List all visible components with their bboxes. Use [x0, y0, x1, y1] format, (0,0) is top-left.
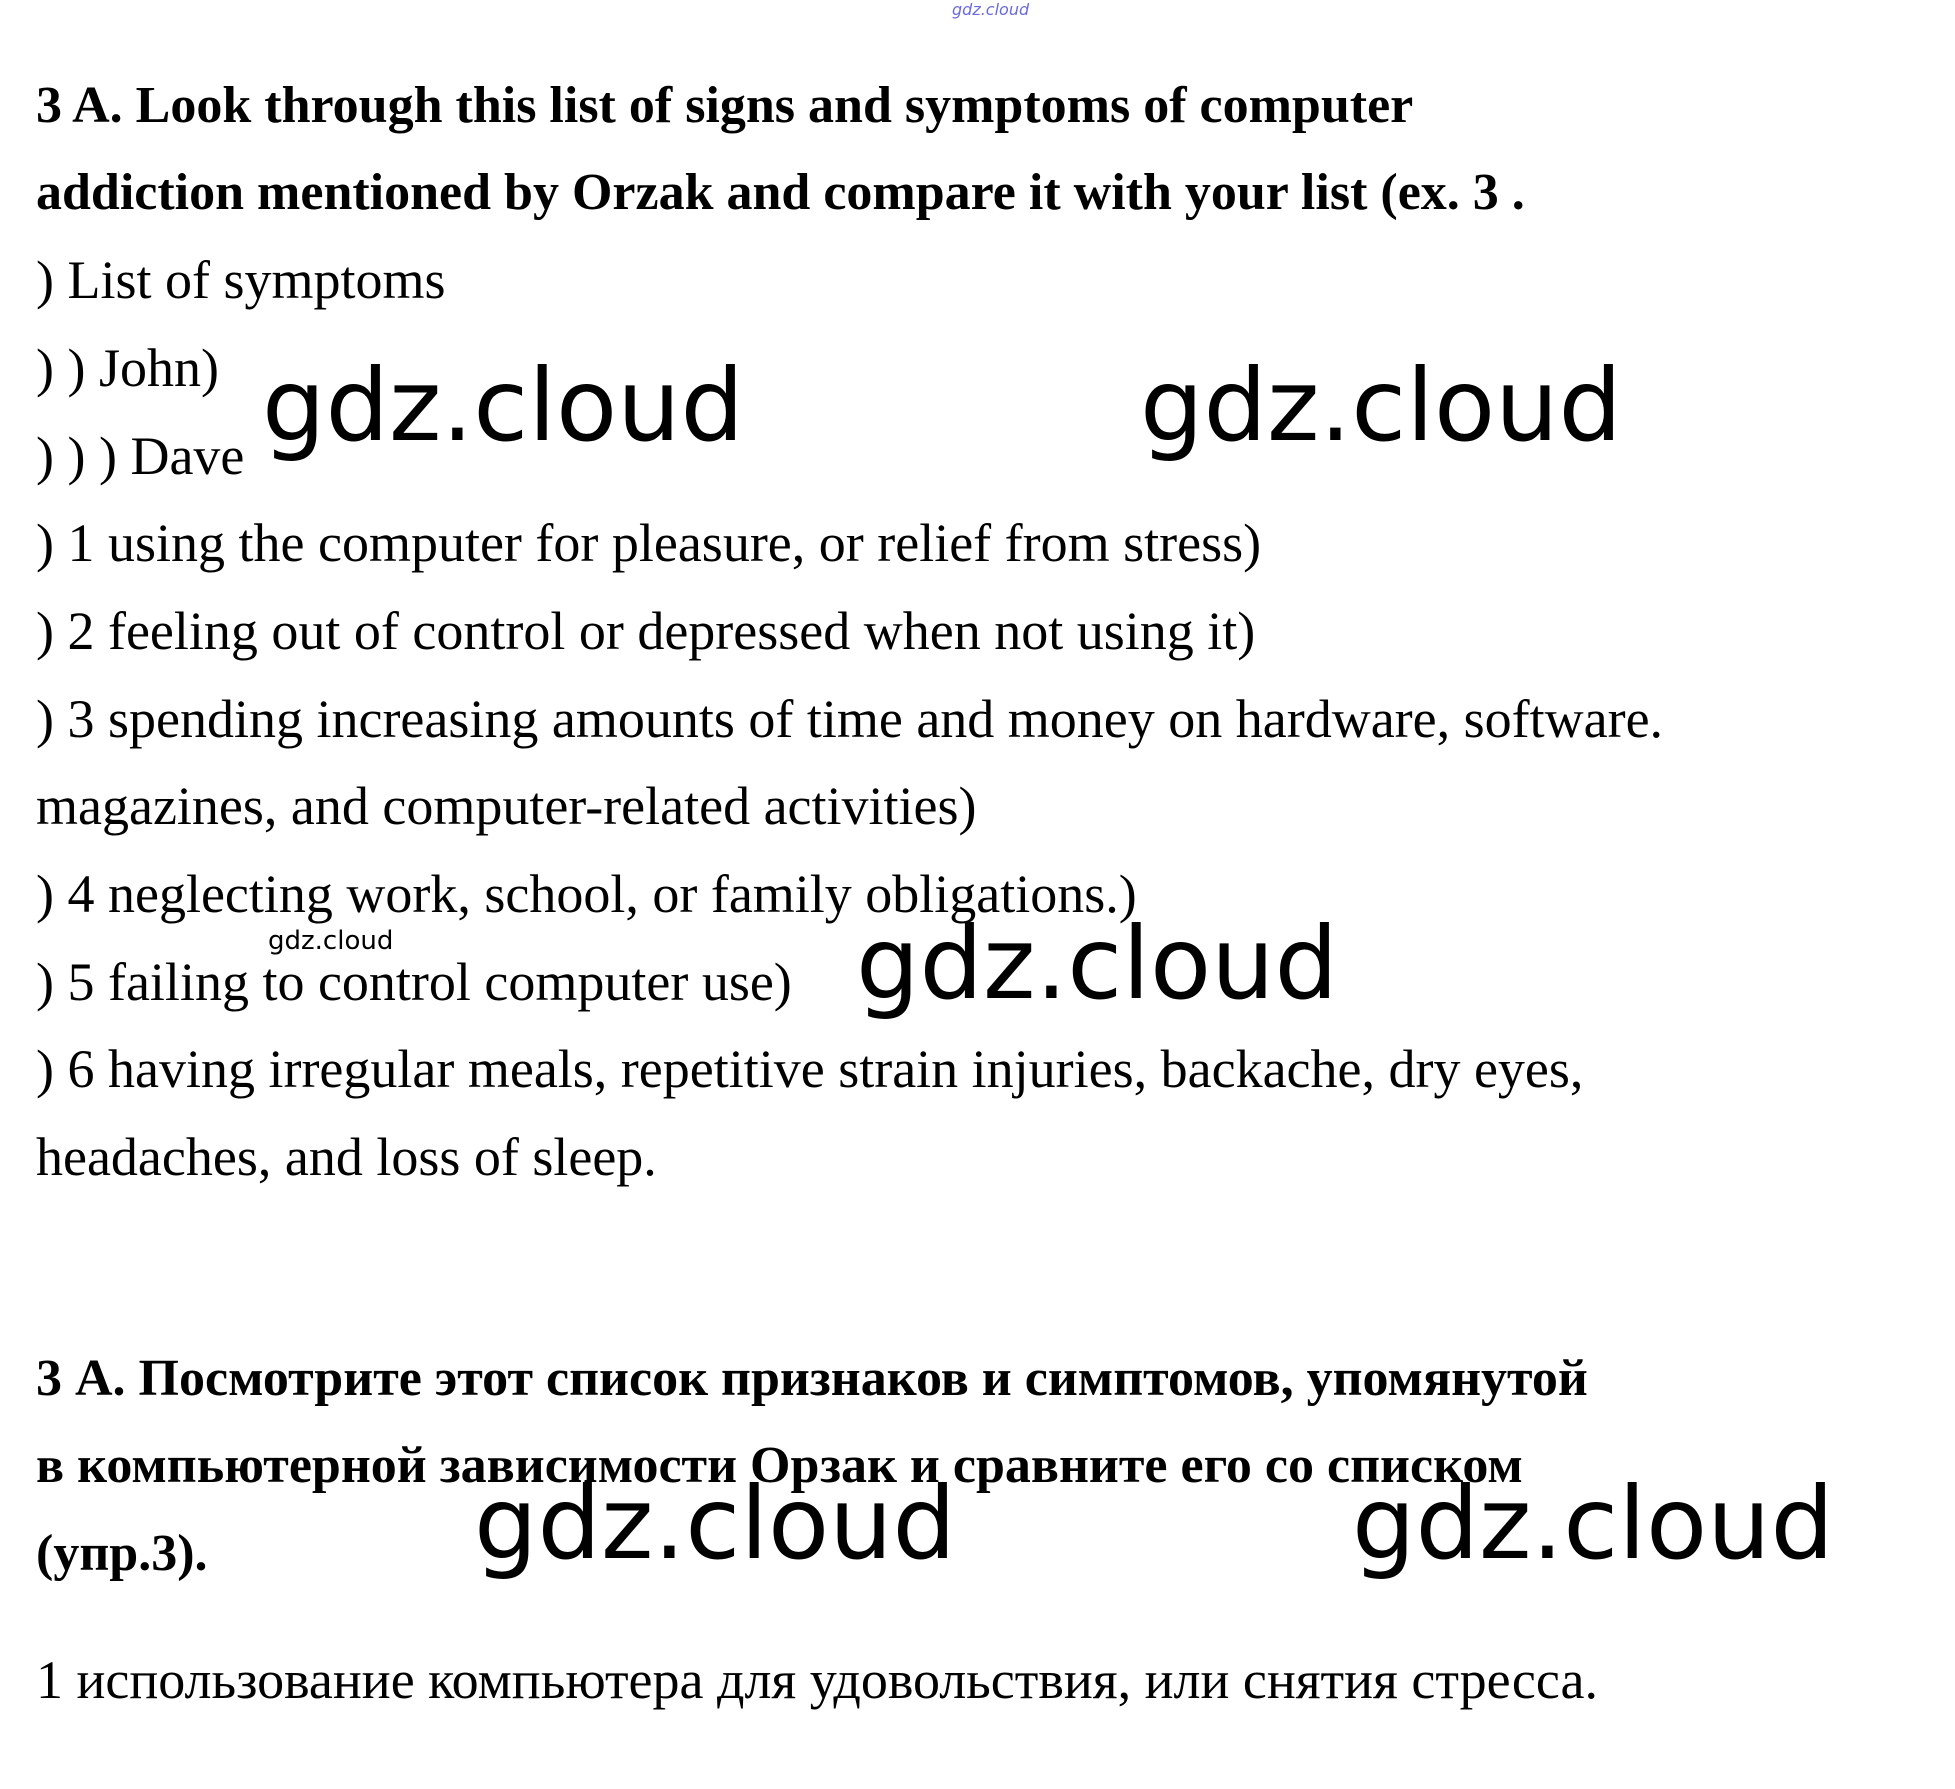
symptom-item-6: ) 6 having irregular meals, repetitive strain injuries, backache, dry eyes, [36, 1039, 1584, 1099]
russian-heading-line-3: (упр.3). [36, 1525, 208, 1582]
column-john: ) ) John) [36, 338, 219, 398]
symptom-item-1: ) 1 using the computer for pleasure, or relief from stress) [36, 513, 1262, 573]
symptom-item-3: ) 3 spending increasing amounts of time and money on hardware, software. [36, 689, 1664, 749]
watermark-small: gdz.cloud [268, 926, 394, 956]
symptom-item-2: ) 2 feeling out of control or depressed when not using it) [36, 601, 1256, 661]
english-heading-line-2: addiction mentioned by Orzak and compare it with your list (ex. 3 . [36, 164, 1525, 221]
russian-heading-line-1: 3 А. Посмотрите этот список признаков и симптомов, упомянутой [36, 1350, 1588, 1407]
russian-item-1: 1 использование компьютера для удовольствия, или снятия стресса. [36, 1650, 1598, 1710]
watermark-1: gdz.cloud [262, 347, 745, 464]
top-watermark: gdz.cloud [952, 0, 1030, 19]
russian-heading-line-2: в компьютерной зависимости Орзак и сравните его со списком [36, 1437, 1523, 1494]
symptom-item-6-continued: headaches, and loss of sleep. [36, 1127, 657, 1187]
watermark-5: gdz.cloud [1352, 1465, 1835, 1582]
watermark-3: gdz.cloud [856, 905, 1339, 1022]
column-dave: ) ) ) Dave [36, 426, 245, 486]
symptom-item-5: ) 5 failing to control computer use) [36, 952, 792, 1012]
symptom-item-3-continued: magazines, and computer-related activities) [36, 776, 977, 836]
watermark-4: gdz.cloud [474, 1465, 957, 1582]
symptom-item-4: ) 4 neglecting work, school, or family obligations.) [36, 864, 1137, 924]
watermark-2: gdz.cloud [1140, 347, 1623, 464]
list-header: ) List of symptoms [36, 250, 446, 310]
english-heading-line-1: 3 A. Look through this list of signs and symptoms of computer [36, 77, 1414, 134]
